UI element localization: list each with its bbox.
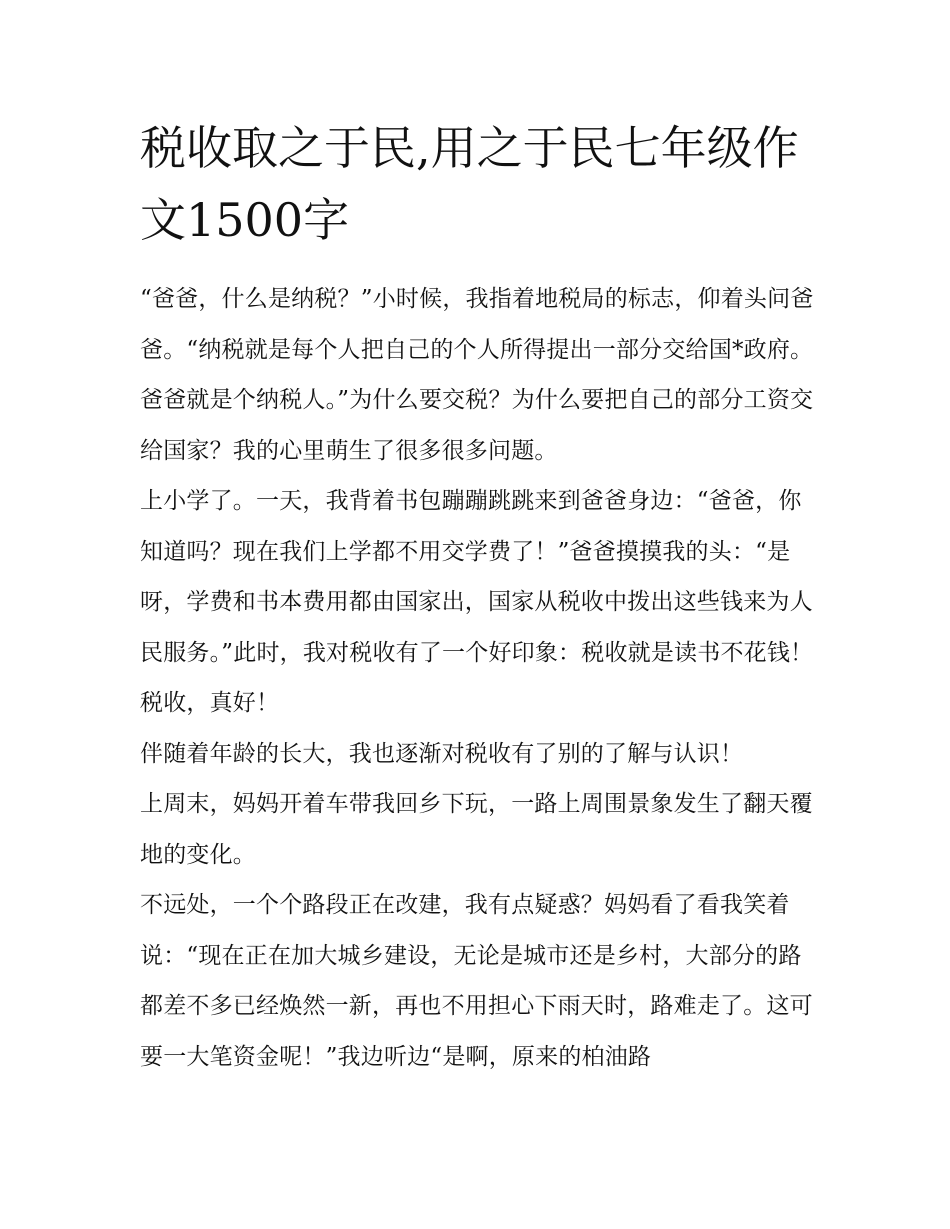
paragraph-2: 上小学了。一天，我背着书包蹦蹦跳跳来到爸爸身边：“爸爸，你知道吗？现在我们上学都不用交学费了！”爸爸摸摸我的头：“是呀，学费和书本费用都由国家出，国家从税收中拨出这些钱来为人民服务。”此时，我对税收有了一个好印象：税收就是读书不花钱！税收，真好！ bbox=[140, 488, 814, 716]
document-body bbox=[140, 112, 815, 1082]
paragraph-5: 不远处，一个个路段正在改建，我有点疑惑？妈妈看了看我笑着说：“现在正在加大城乡建设，无论是城市还是乡村，大部分的路都差不多已经焕然一新，再也不用担心下雨天时，路难走了。这可要一大笔资金呢！”我边听边“是啊，原来的柏油路 bbox=[140, 892, 813, 1070]
paragraph-3: 伴随着年龄的长大，我也逐渐对税收有了别的了解与认识！ bbox=[140, 740, 744, 767]
paragraph-1: “爸爸，什么是纳税？”小时候，我指着地税局的标志，仰着头问爸爸。“纳税就是每个人把自己的个人所得提出一部分交给国*政府。爸爸就是个纳税人。”为什么要交税？为什么要把自己的部分工资交给国家？我的心里萌生了很多很多问题。 bbox=[140, 286, 814, 464]
paragraph-4: 上周末，妈妈开着车带我回乡下玩，一路上周围景象发生了翻天覆地的变化。 bbox=[140, 791, 813, 868]
document-title: 税收取之于民,用之于民七年级作文1500字 bbox=[140, 121, 799, 247]
